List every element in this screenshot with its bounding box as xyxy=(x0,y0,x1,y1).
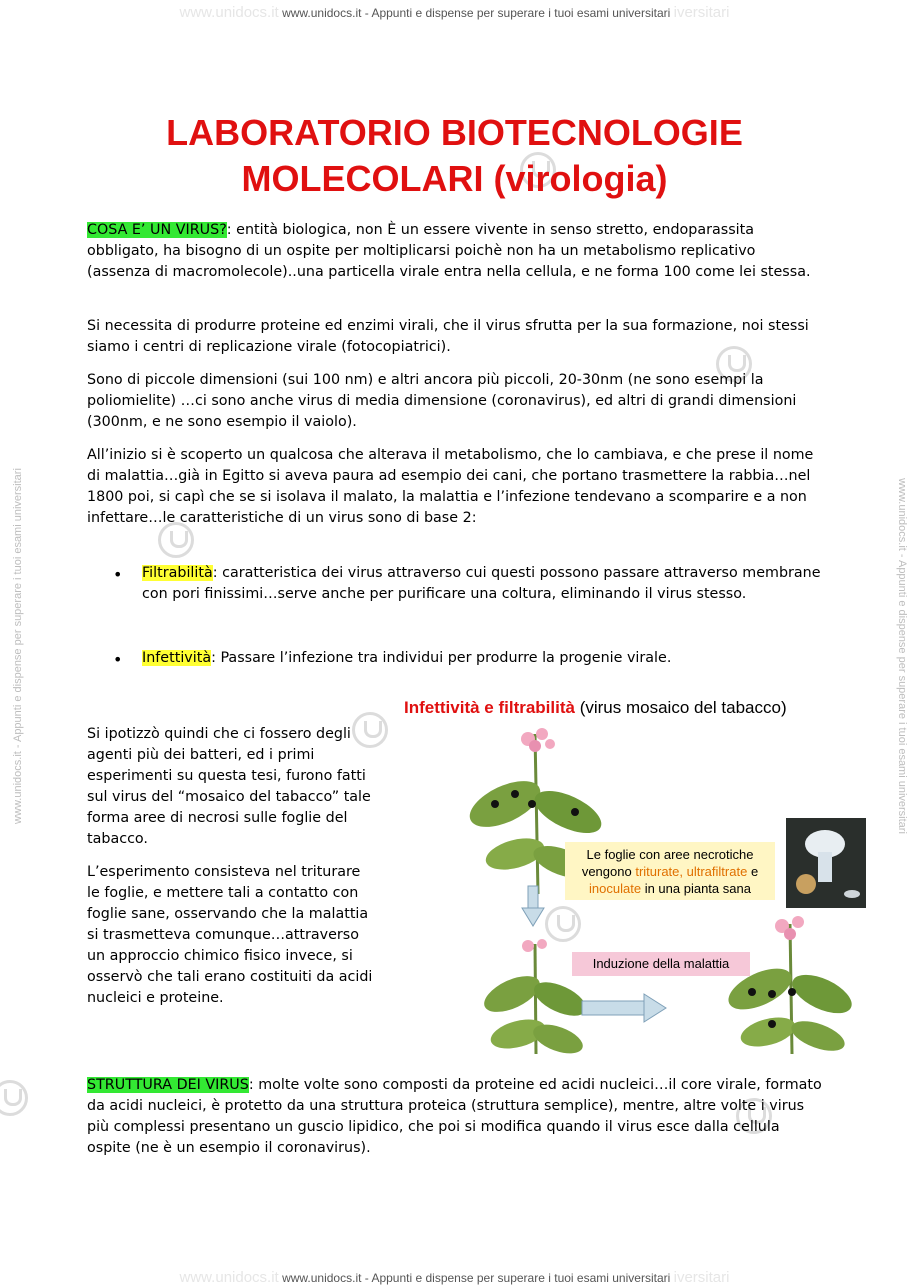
page-title xyxy=(0,110,909,202)
header-watermark xyxy=(0,4,909,21)
bullet-filtrability xyxy=(142,563,822,605)
structure-text: : molte volte sono composti da proteine ed acidi nucleici…il core virale, formato da acidi nucleici, è protetto da una struttura proteica (struttura semplice), mentre, altre volte i virus più complessi presentano un guscio lipidico, che poi si modifica quando il virus esce dalla cellula ospite (ne è un esempio il coronavirus). xyxy=(87,1077,822,1156)
paragraph-history: All’inizio si è scoperto un qualcosa che alterava il metabolismo, che lo cambiava, e che prese il nome di malattia…già in Egitto si aveva paura ad esempio dei cani, che portano trasmettere la rabbia…nel 1800 poi, si capì che se si isolava il malato, la malattia e l’infezione tendevano a scomparire e a non infettare…le caratteristiche di un virus sono di base 2: xyxy=(87,447,814,526)
bullet-label: Filtrabilità xyxy=(142,565,213,581)
paragraph-replication: Si necessita di produrre proteine ed enzimi virali, che il virus sfrutta per la sua formazione, noi stessi siamo i centri di replicazione virale (fotocopiatrici). xyxy=(87,318,809,355)
figure-caption-box xyxy=(565,842,775,900)
title-line-2: MOLECOLARI (virologia) xyxy=(241,158,668,199)
figure-title-rest: (virus mosaico del tabacco) xyxy=(574,698,787,717)
watermark-ghost: www.unidocs.it xyxy=(179,4,279,21)
bullet-text: : caratteristica dei virus attraverso cui questi possono passare attraverso membrane con pori finissimi…serve anche per purificare una coltura, eliminando il virus stesso. xyxy=(142,565,821,602)
tobacco-mosaic-figure xyxy=(400,694,870,1064)
intro-text: : entità biologica, non È un essere vivente in senso stretto, endoparassita obbligato, ha bisogno di un ospite per moltiplicarsi poichè non ha un metabolismo replicativo (assenza di macromolecole)..una particella virale entra nella cellula, e ne forma 100 come lei stessa. xyxy=(87,222,811,280)
bullet-dot-icon: • xyxy=(113,565,123,584)
caption-line-3: inoculate in una pianta sana xyxy=(589,881,751,896)
induction-label: Induzione della malattia xyxy=(572,952,750,976)
unidocs-logo-icon xyxy=(0,1080,28,1116)
down-arrow-icon xyxy=(522,886,544,926)
column-paragraph-experiment: L’esperimento consisteva nel triturare le foglie, e mettere tali a contatto con foglie sane, osservando che la malattia si trasmetteva comunque…attraverso un approccio chimico fisico invece, si osservò che tali erano costituiti da acidi nucleici e proteine. xyxy=(87,864,373,1006)
right-side-watermark: www.unidocs.it - Appunti e dispense per superare i tuoi esami universitari xyxy=(896,478,908,834)
column-paragraph-hypothesis: Si ipotizzò quindi che ci fossero degli agenti più dei batteri, ed i primi esperimenti su questa tesi, furono fatti sul virus del “mosaico del tabacco” tale forma aree di necrosi sulle foglie del tabacco. xyxy=(87,726,371,847)
left-side-watermark: www.unidocs.it - Appunti e dispense per superare i tuoi esami universitari xyxy=(12,468,24,824)
intro-paragraph xyxy=(87,220,822,283)
intro-label: COSA E’ UN VIRUS? xyxy=(87,222,227,238)
watermark-ghost-end: iversitari xyxy=(673,1269,730,1286)
right-arrow-icon xyxy=(582,994,666,1022)
bullet-dot-icon: • xyxy=(113,650,123,669)
induced-infected-plant-illustration xyxy=(722,916,857,1057)
footer-watermark xyxy=(0,1269,909,1286)
watermark-text: www.unidocs.it - Appunti e dispense per superare i tuoi esami universitari xyxy=(282,6,671,20)
paragraph-dimensions: Sono di piccole dimensioni (sui 100 nm) e altri ancora più piccoli, 20-30nm (ne sono esempi la poliomielite) …ci sono anche virus di media dimensione (coronavirus), ed altri di grandi dimensioni (300nm, e ne sono esempio il vaiolo). xyxy=(87,372,797,430)
watermark-ghost: www.unidocs.it xyxy=(179,1269,279,1286)
watermark-ghost-end: iversitari xyxy=(673,4,730,21)
syringe-filter-illustration xyxy=(786,818,866,908)
title-line-1: LABORATORIO BIOTECNOLOGIE xyxy=(166,112,743,153)
structure-paragraph xyxy=(87,1075,822,1159)
watermark-text: www.unidocs.it - Appunti e dispense per superare i tuoi esami universitari xyxy=(282,1271,671,1285)
caption-line-1: Le foglie con aree necrotiche xyxy=(586,847,754,862)
figure-title-red: Infettività e filtrabilità xyxy=(404,698,575,717)
structure-label: STRUTTURA DEI VIRUS xyxy=(87,1077,249,1093)
bullet-infectivity xyxy=(142,648,822,669)
bullet-text: : Passare l’infezione tra individui per produrre la progenie virale. xyxy=(211,650,672,666)
caption-line-2: vengono triturate, ultrafiltrate e xyxy=(581,864,759,879)
bullet-label: Infettività xyxy=(142,650,212,666)
